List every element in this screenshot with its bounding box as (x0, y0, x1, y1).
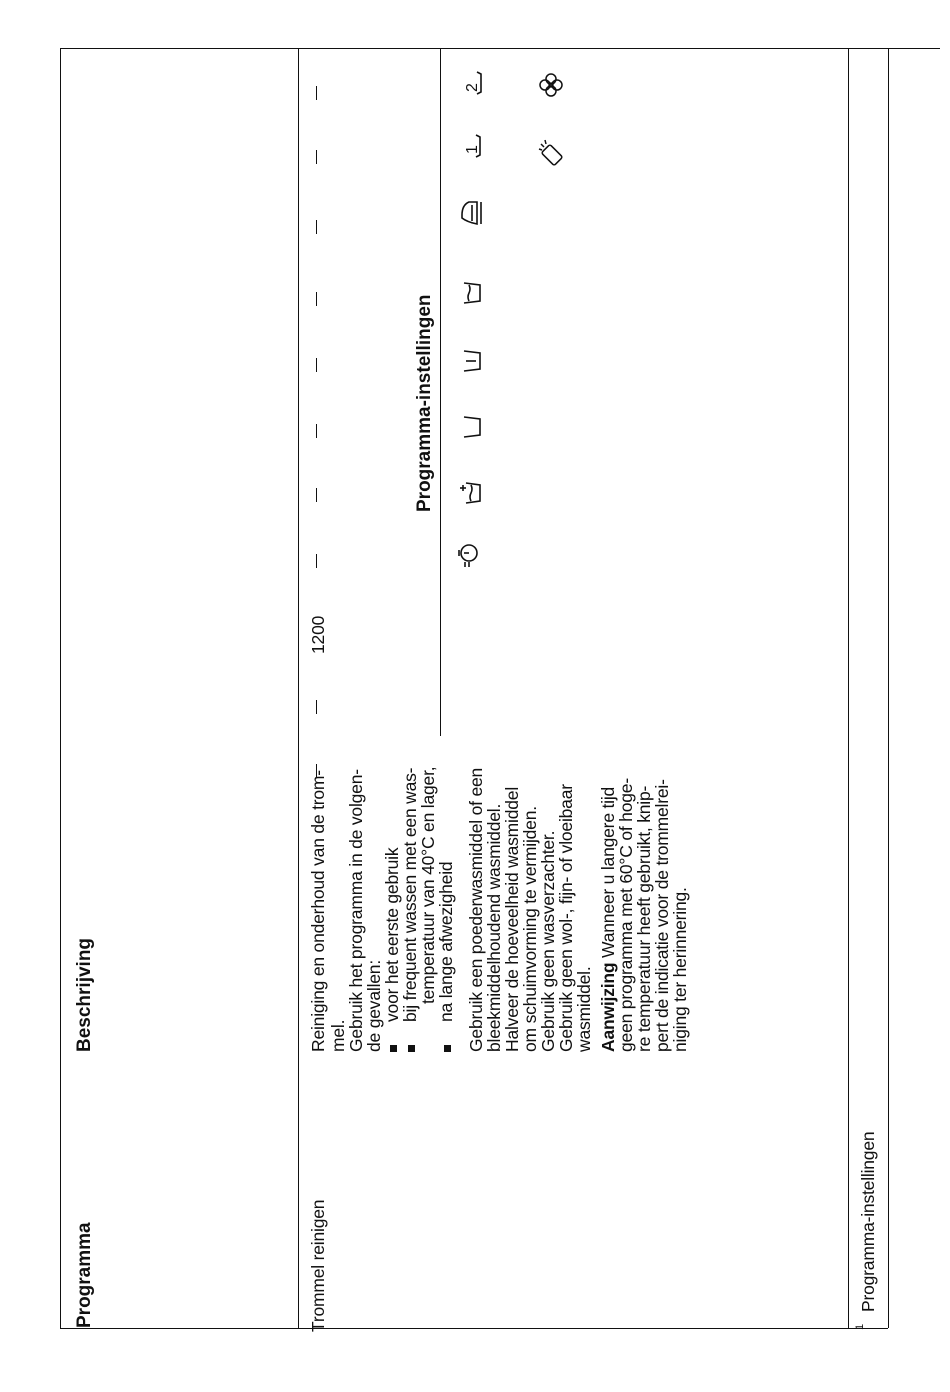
program-name: Trommel reinigen (308, 1199, 328, 1332)
rule-header-right (298, 48, 299, 1328)
header-programma-instellingen: Programma-instellingen (414, 294, 435, 512)
option-1-icon: 1 (456, 132, 484, 165)
note-line-2: geen programma met 60°C of hoge- (616, 778, 636, 1052)
bullet-1: voor het eerste gebruik (382, 847, 402, 1022)
note-line-4: pert de indicatie voor de trommelrei- (652, 779, 672, 1052)
setting-dash-4 (316, 358, 317, 372)
bullet-2-marker (408, 1045, 415, 1052)
note-line-3: re temperatuur heeft gebruikt, knip- (634, 785, 654, 1052)
setting-dash-7 (316, 150, 317, 164)
para2-line-7: wasmiddel. (574, 966, 594, 1052)
spin-dash (316, 700, 317, 714)
desc-line-1: Reiniging en onderhoud van de trom- (308, 770, 328, 1052)
setting-dash-6 (316, 220, 317, 234)
header-programma: Programma (74, 1222, 95, 1328)
stains-icon (458, 346, 484, 381)
para2-line-6: Gebruik geen wol-, fijn- of vloeibaar (556, 784, 576, 1052)
spin-speed: 1200 (308, 615, 328, 654)
rule-page-left (60, 48, 61, 1328)
speed-perfect-icon (454, 540, 482, 577)
rule-page-right (888, 48, 889, 1328)
desc-line-2: mel. (328, 1019, 348, 1052)
note-label: Aanwijzing (598, 962, 618, 1052)
desc-line-3: Gebruik het programma in de volgen- (346, 769, 366, 1052)
header-beschrijving: Beschrijving (74, 937, 95, 1052)
bullet-2: bij frequent wassen met een was- (400, 767, 420, 1022)
rinse-plus-icon (458, 278, 484, 313)
setting-dash-1 (316, 554, 317, 568)
bullet-3: na lange afwezigheid (436, 861, 456, 1022)
setting-dash-2 (316, 488, 317, 502)
para2-line-3: Halveer de hoeveelheid wasmiddel (502, 786, 522, 1052)
para2-line-4: om schuimvorming te vermijden. (520, 806, 540, 1052)
water-plus-icon (458, 478, 484, 513)
bullet-1-marker (390, 1045, 397, 1052)
rule-before-footnote (848, 48, 849, 1328)
bullet-2-cont: temperatuur van 40°C en lager, (418, 766, 438, 1004)
para2-line-1: Gebruik een poederwasmiddel of een (466, 767, 486, 1052)
footnote-text: Programma-instellingen (858, 1131, 878, 1312)
option-2-icon: 2 (456, 68, 484, 103)
note-first: Wanneer u langere tijd (598, 786, 618, 963)
para2-line-2: bleekmiddelhoudend wasmiddel. (484, 803, 504, 1052)
setting-dash-8 (316, 86, 317, 100)
para2-line-5: Gebruik geen wasverzachter. (538, 830, 558, 1052)
rule-bottom (60, 1328, 888, 1329)
easy-iron-icon (456, 196, 484, 235)
setting-dash-3 (316, 424, 317, 438)
setting-dash-5 (316, 292, 317, 306)
detergent-dosing-icon (536, 138, 568, 173)
footnote-mark: 1 (854, 1323, 866, 1330)
rule-settings-group (440, 48, 441, 736)
desc-line-4: de gevallen: (364, 960, 384, 1052)
prewash-icon (458, 412, 484, 447)
bullet-3-marker (444, 1045, 451, 1052)
rule-top-left (60, 48, 940, 49)
fragrance-flower-icon (538, 72, 564, 103)
note-line-5: niging ter herinnering. (670, 887, 690, 1052)
